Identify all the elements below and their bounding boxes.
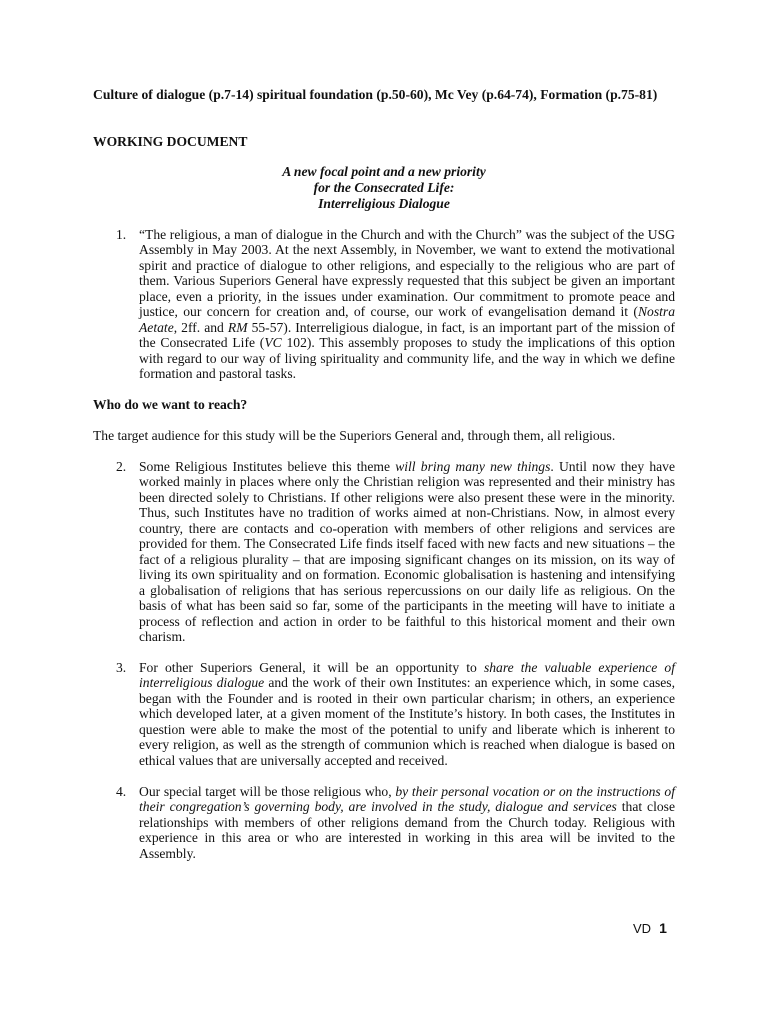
text-run: Some Religious Institutes believe this theme bbox=[139, 459, 396, 474]
paragraph-text bbox=[139, 459, 675, 644]
italic-text-run: Nostra Aetate bbox=[139, 304, 675, 335]
italic-text-run: will bring many new things bbox=[395, 459, 551, 474]
paragraph-text bbox=[139, 227, 675, 382]
text-run: For other Superiors General, it will be an opportunity to bbox=[139, 660, 484, 675]
paragraph-number: 2. bbox=[116, 459, 127, 474]
text-run: 102). This assembly proposes to study the implications of this option with regard to our way of living spirituality and community life, and the way in which we define formation and pastoral tasks. bbox=[139, 335, 676, 382]
paragraph-number: 1. bbox=[116, 227, 127, 242]
text-run: that close relationships with members of other religions demand from the Church today. Religious with experience in this area or who are interested in working in this area will be invited to the Assembly. bbox=[139, 799, 675, 861]
main-title bbox=[93, 164, 675, 212]
italic-text-run: share the valuable experience of interreligious dialogue bbox=[139, 660, 675, 691]
numbered-paragraph-1 bbox=[116, 227, 676, 382]
numbered-paragraph-2 bbox=[116, 459, 675, 644]
paragraph-text bbox=[139, 660, 675, 768]
section-text: The target audience for this study will be the Superiors General and, through them, all religious. bbox=[93, 428, 616, 443]
text-run: Our special target will be those religious who, bbox=[139, 784, 396, 799]
main-title-line-1: A new focal point and a new priority bbox=[282, 164, 486, 179]
paragraph-number: 4. bbox=[116, 784, 127, 799]
italic-text-run: RM bbox=[227, 319, 248, 335]
footer-code: VD bbox=[633, 921, 652, 936]
working-document-label: WORKING DOCUMENT bbox=[93, 134, 248, 149]
main-title-line-2: for the Consecrated Life: bbox=[313, 180, 455, 195]
numbered-paragraph-4 bbox=[116, 784, 675, 861]
paragraph-number: 3. bbox=[116, 660, 127, 675]
text-run: , 2ff. and bbox=[173, 319, 228, 335]
page-footer bbox=[633, 920, 667, 938]
text-run: and the work of their own Institutes: an experience which, in some cases, began with the Founder and is rooted in their own particular charism; in others, an experience which developed later, at a given moment of the Institute’s history. In both cases, the Institutes in question were able to make the most of the potential to unify and liberate which is inherent to every religion, as well as the strength of communion which is reached when dialogue is based on ethical values that are universally accepted and received. bbox=[139, 675, 675, 768]
text-run: “The religious, a man of dialogue in the Church and with the Church” was the subject of the USG Assembly in May 2003. At the next Assembly, in November, we want to extend the motivational spirit and practice of dialogue to other religions, and especially to the religious who are part of them. Various Superiors General have expressly requested that this subject be given an important place, even a priority, in the issues under examination. Our commitment to promote peace and justice, our concern for creation and, of course, our work of evangelisation demand it ( bbox=[139, 227, 675, 320]
main-title-line-3: Interreligious Dialogue bbox=[318, 196, 450, 211]
italic-text-run: VC bbox=[264, 335, 282, 351]
text-run: 55-57). Interreligious dialogue, in fact, is an important part of the mission of the Consecrated Life ( bbox=[139, 319, 675, 351]
text-run: . Until now they have worked mainly in places where only the Christian religion was represented and their ministry has been directed solely to Christians. If other religions were also present these were in the minority. Thus, such Institutes have no tradition of works aimed at non-Christians. Now, in almost every country, there are contacts and co-operation with members of other religions and services are provided for them. The Consecrated Life finds itself faced with new facts and new situations – the fact of a religious plurality – that are imposing significant changes on its mission, on its way of living its own spirituality and on formation. Economic globalisation is hastening and intensifying a globalisation of religions that has serious repercussions on our daily life as religious. On the basis of what has been said so far, some of the participants in the meeting will have to initiate a process of reflection and action in order to be faithful to this historical moment and their own charism. bbox=[139, 459, 675, 644]
document-header-title: Culture of dialogue (p.7-14) spiritual foundation (p.50-60), Mc Vey (p.64-74), Formation (p.75-81) bbox=[93, 87, 658, 102]
numbered-paragraph-3 bbox=[116, 660, 675, 768]
section-heading: Who do we want to reach? bbox=[93, 397, 248, 412]
paragraph-text bbox=[139, 784, 675, 861]
page-number: 1 bbox=[659, 920, 667, 936]
italic-text-run: by their personal vocation or on the instructions of their congregation’s governing body, are involved in the study, dialogue and services bbox=[139, 784, 675, 815]
